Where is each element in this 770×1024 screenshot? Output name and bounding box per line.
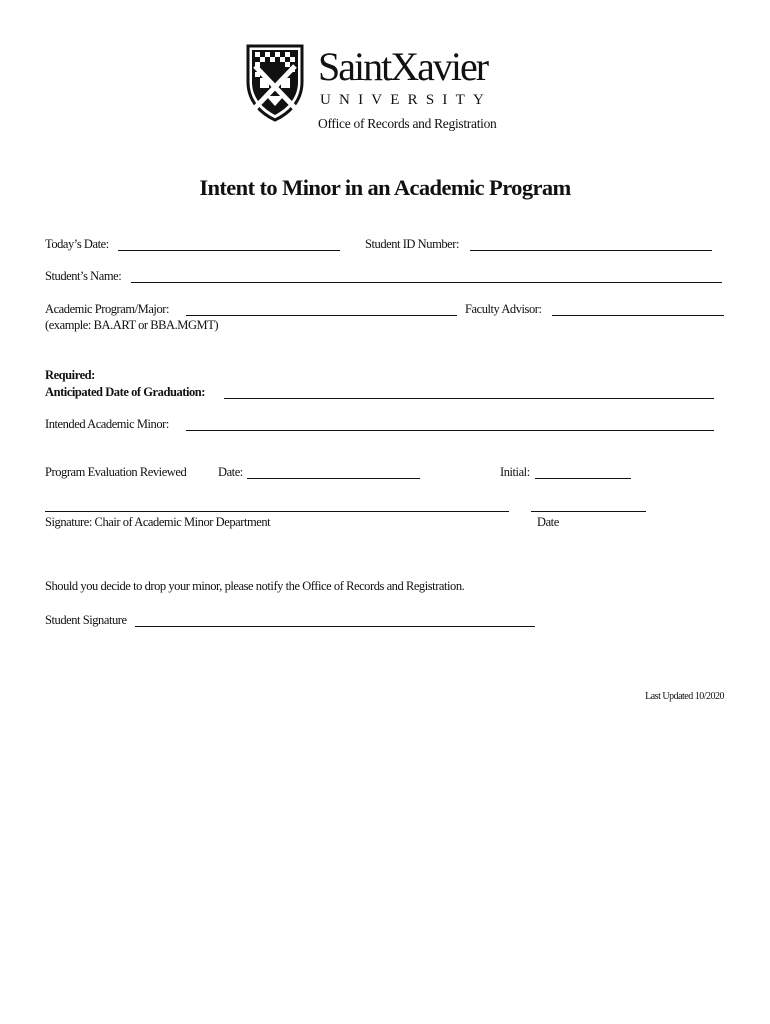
faculty-advisor-field[interactable] xyxy=(552,315,724,316)
graduation-date-label: Anticipated Date of Graduation: xyxy=(45,385,206,399)
last-updated-text: Last Updated 10/2020 xyxy=(645,691,724,702)
initial-label: Initial: xyxy=(500,465,530,479)
student-id-field[interactable] xyxy=(470,250,712,251)
chair-date-label: Date xyxy=(537,515,559,529)
intended-minor-field[interactable] xyxy=(186,430,714,431)
graduation-date-field[interactable] xyxy=(224,398,714,399)
faculty-advisor-label: Faculty Advisor: xyxy=(465,302,542,316)
university-subtitle: UNIVERSITY xyxy=(320,92,492,108)
todays-date-field[interactable] xyxy=(118,250,340,251)
todays-date-label: Today’s Date: xyxy=(45,237,109,251)
student-id-label: Student ID Number: xyxy=(365,237,459,251)
academic-program-label: Academic Program/Major: xyxy=(45,302,169,316)
intended-minor-label: Intended Academic Minor: xyxy=(45,417,169,431)
university-wordmark: SaintXavier xyxy=(318,44,488,89)
academic-program-field[interactable] xyxy=(186,315,457,316)
student-signature-field[interactable] xyxy=(135,626,535,627)
required-label: Required: xyxy=(45,368,95,382)
chair-signature-label: Signature: Chair of Academic Minor Department xyxy=(45,515,271,529)
student-name-label: Student’s Name: xyxy=(45,269,122,283)
office-name: Office of Records and Registration xyxy=(318,116,497,131)
student-signature-label: Student Signature xyxy=(45,613,127,627)
program-evaluation-label: Program Evaluation Reviewed xyxy=(45,465,187,479)
chair-signature-field[interactable] xyxy=(45,511,509,512)
university-crest-logo xyxy=(246,44,304,122)
program-example-text: (example: BA.ART or BBA.MGMT) xyxy=(45,318,219,332)
student-name-field[interactable] xyxy=(131,282,722,283)
evaluation-date-label: Date: xyxy=(218,465,243,479)
chair-signature-date-field[interactable] xyxy=(531,511,646,512)
form-title: Intent to Minor in an Academic Program xyxy=(199,175,571,200)
drop-minor-notice: Should you decide to drop your minor, please notify the Office of Records and Registration. xyxy=(45,579,465,593)
evaluation-date-field[interactable] xyxy=(247,478,420,479)
initial-field[interactable] xyxy=(535,478,631,479)
